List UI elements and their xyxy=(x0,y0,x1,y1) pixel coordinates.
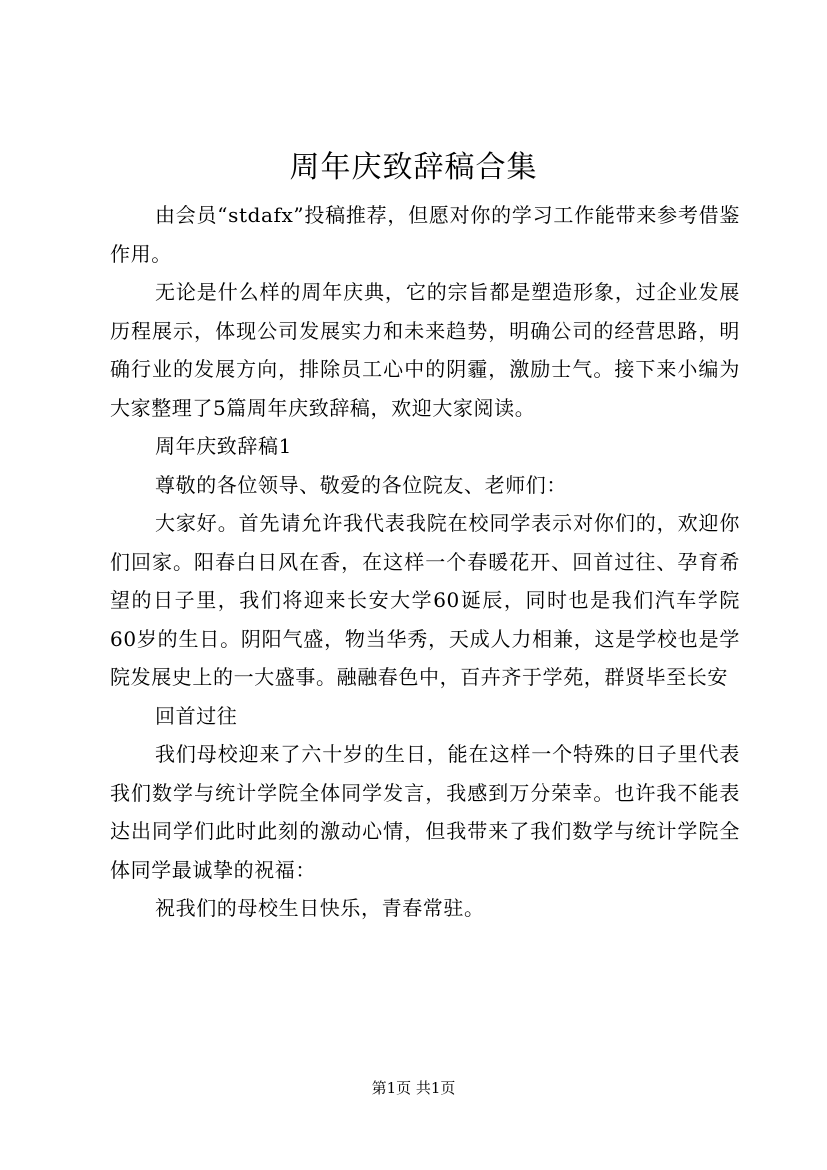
intro-paragraph: 由会员“stdafx”投稿推荐，但愿对你的学习工作能带来参考借鉴作用。 xyxy=(110,203,740,266)
speech-paragraph-1: 大家好。首先请允许我代表我院在校同学表示对你们的，欢迎你们回家。阳春白日风在香，在这样一个春暖花开、回首过往、孕育希望的日子里，我们将迎来长安大学60诞辰，同时也是我们汽车学院60岁的生日。阴阳气盛，物当华秀，天成人力相兼，这是学校也是学院发展史上的一大盛事。融融春色中，百卉齐于学苑，群贤毕至长安 xyxy=(110,511,740,689)
summary-paragraph: 无论是什么样的周年庆典，它的宗旨都是塑造形象，过企业发展历程展示，体现公司发展实力和未来趋势，明确公司的经营思路，明确行业的发展方向，排除员工心中的阴霾，激励士气。接下来小编为大家整理了5篇周年庆致辞稿，欢迎大家阅读。 xyxy=(110,280,740,420)
page-number-footer: 第1页 共1页 xyxy=(371,1079,456,1097)
salutation-paragraph: 尊敬的各位领导、敬爱的各位院友、老师们： xyxy=(155,472,567,497)
document-body xyxy=(110,196,740,928)
speech-paragraph-2: 我们母校迎来了六十岁的生日，能在这样一个特殊的日子里代表我们数学与统计学院全体同学发言，我感到万分荣幸。也许我不能表达出同学们此时此刻的激动心情，但我带来了我们数学与统计学院全体同学最诚挚的祝福： xyxy=(110,742,740,882)
section-heading-speech-1: 周年庆致辞稿1 xyxy=(155,434,292,458)
blessing-paragraph: 祝我们的母校生日快乐，青春常驻。 xyxy=(155,896,485,920)
document-title: 周年庆致辞稿合集 xyxy=(289,150,538,185)
subheading-looking-back: 回首过往 xyxy=(155,703,238,728)
